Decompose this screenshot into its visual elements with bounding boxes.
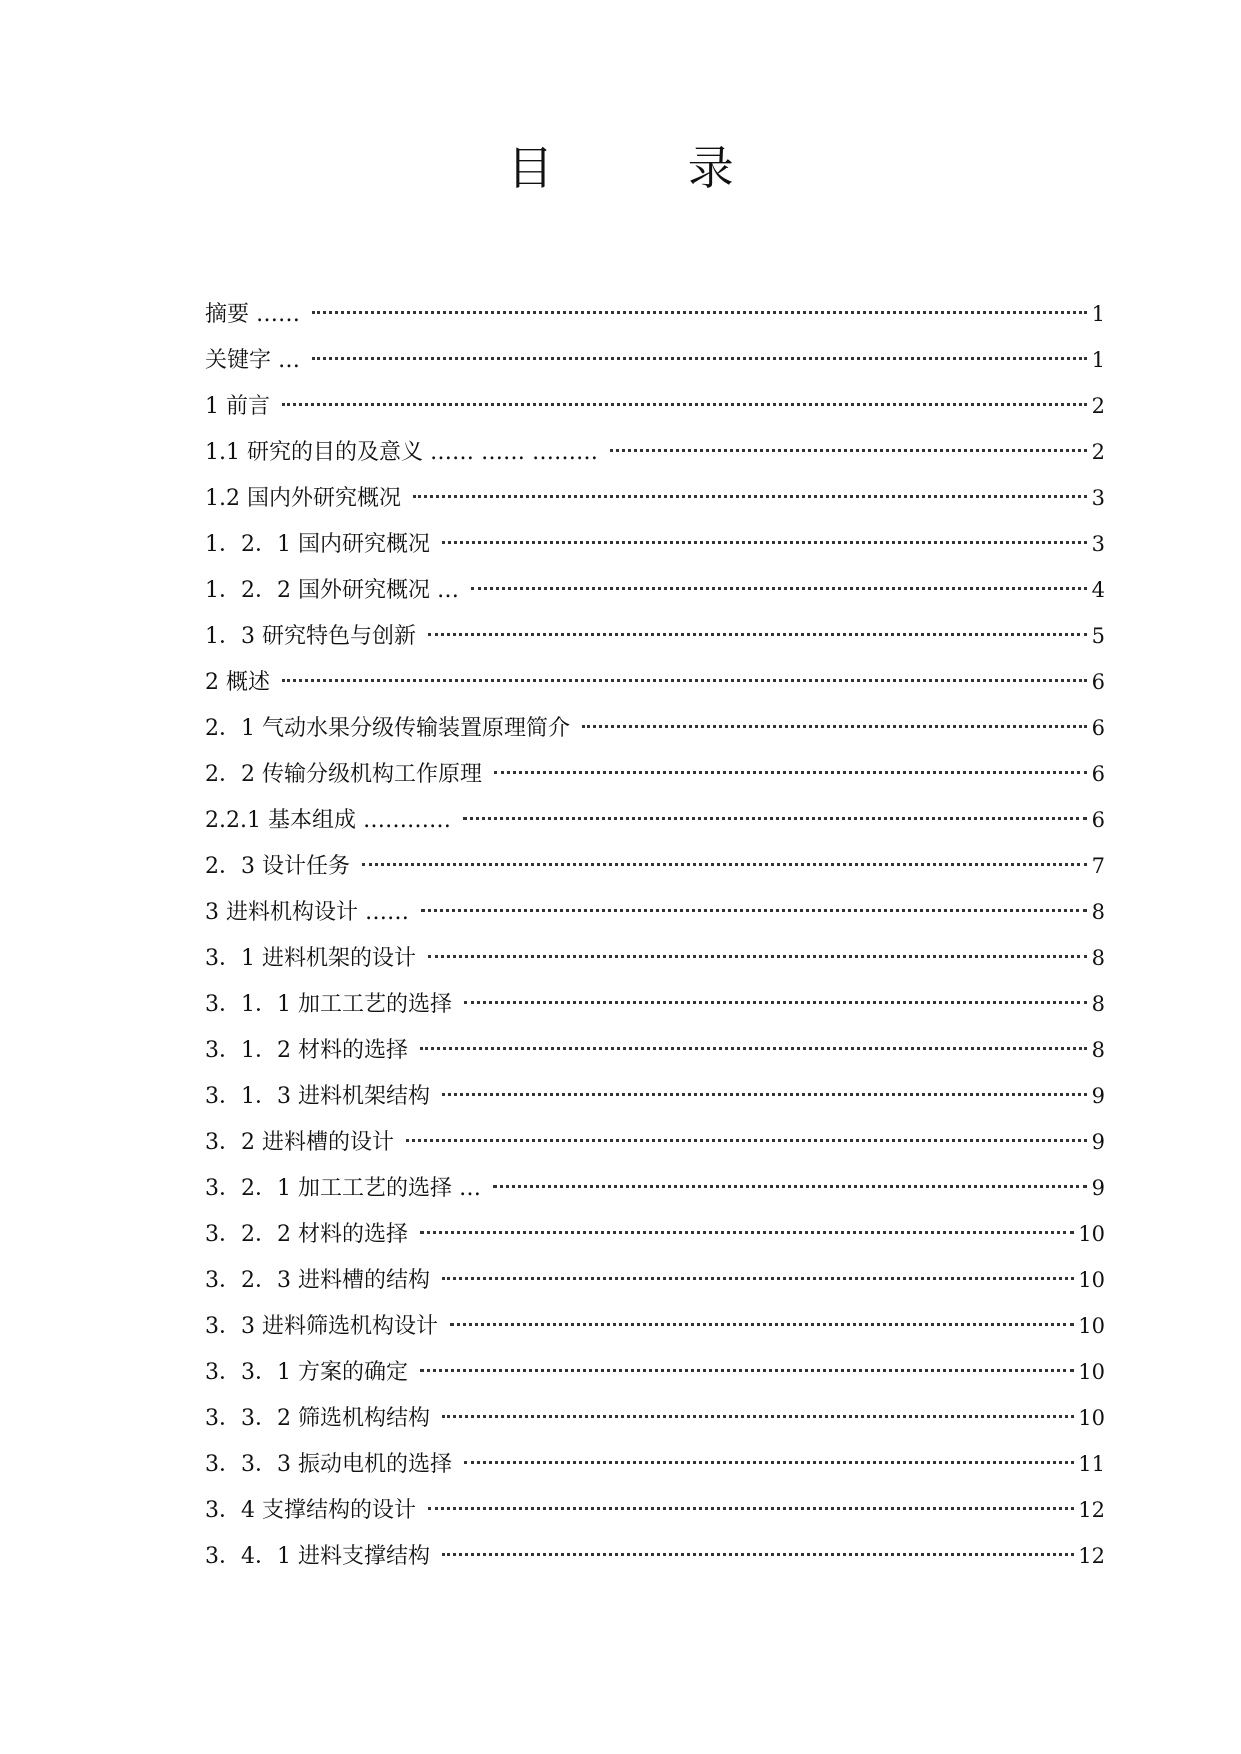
toc-dot-leader [450,1321,1074,1326]
toc-entry-label: 1 前言 [205,394,270,419]
toc-entry [205,1119,1105,1165]
toc-dot-leader [493,1183,1087,1188]
toc-entry-page: 10 [1078,1314,1105,1338]
toc-dot-leader [428,953,1087,958]
toc-entry-page: 6 [1091,670,1105,694]
toc-entry [205,429,1105,475]
toc-entry-page: 1 [1091,348,1105,372]
toc-dot-leader [464,999,1087,1004]
toc-entry-page: 9 [1091,1130,1105,1154]
toc-entry-page: 10 [1078,1268,1105,1292]
toc-dot-leader [406,1137,1087,1142]
toc-entry-label: 1．2．2 国外研究概况 … [205,578,459,603]
toc-entry [205,1349,1105,1395]
toc-dot-leader [442,1091,1087,1096]
toc-entry-page: 10 [1078,1222,1105,1246]
toc-entry-page: 8 [1091,992,1105,1016]
toc-entry [205,705,1105,751]
toc-dot-leader [463,815,1087,820]
toc-dot-leader [428,631,1087,636]
toc-entry-page: 6 [1091,762,1105,786]
toc-entry-label: 3．3 进料筛选机构设计 [205,1314,438,1339]
toc-dot-leader [610,447,1087,452]
toc-entry-label: 1．3 研究特色与创新 [205,624,416,649]
toc-entry-label: 2．2 传输分级机构工作原理 [205,762,482,787]
toc-entry [205,383,1105,429]
toc-entry-page: 10 [1078,1360,1105,1384]
toc-entry-label: 3．4．1 进料支撑结构 [205,1544,430,1569]
toc-dot-leader [421,907,1087,912]
toc-entry-page: 7 [1091,854,1105,878]
toc-entry-page: 8 [1091,946,1105,970]
toc-entry-label: 2.2.1 基本组成 ………… [205,808,451,833]
toc-entry [205,1533,1105,1579]
toc-entry [205,797,1105,843]
toc-entry [205,1441,1105,1487]
toc-entry-label: 1.2 国内外研究概况 [205,486,401,511]
toc-entry-label: 2．1 气动水果分级传输装置原理简介 [205,716,570,741]
toc-entry-label: 3．1．3 进料机架结构 [205,1084,430,1109]
toc-entry [205,889,1105,935]
toc-dot-leader [582,723,1087,728]
toc-dot-leader [282,401,1087,406]
toc-entry [205,1303,1105,1349]
toc-entry-label: 3．1．1 加工工艺的选择 [205,992,452,1017]
toc-entry-label: 3．2．2 材料的选择 [205,1222,408,1247]
toc-entry [205,843,1105,889]
toc-entry-label: 2．3 设计任务 [205,854,350,879]
toc-entry [205,1165,1105,1211]
toc-entry-page: 6 [1091,716,1105,740]
toc-entry-page: 12 [1078,1498,1105,1522]
toc-entry [205,1211,1105,1257]
toc-entry-page: 5 [1091,624,1105,648]
toc-dot-leader [442,539,1087,544]
toc-entry [205,751,1105,797]
toc-entry-label: 3．2 进料槽的设计 [205,1130,394,1155]
toc-entry [205,935,1105,981]
toc-entry [205,1257,1105,1303]
toc-entry-label: 1．2．1 国内研究概况 [205,532,430,557]
toc-entry [205,291,1105,337]
toc-dot-leader [442,1275,1074,1280]
toc-entry-page: 3 [1091,486,1105,510]
toc-entry-label: 3．2．1 加工工艺的选择 … [205,1176,481,1201]
toc-entry-page: 9 [1091,1084,1105,1108]
toc-entry-label: 2 概述 [205,670,270,695]
toc-entry [205,1027,1105,1073]
toc-dot-leader [428,1505,1074,1510]
toc-dot-leader [442,1551,1074,1556]
toc-entry-page: 8 [1091,900,1105,924]
page-title: 目 录 [507,141,794,195]
toc-dot-leader [494,769,1087,774]
toc-entry-label: 3．2．3 进料槽的结构 [205,1268,430,1293]
toc-entry [205,567,1105,613]
toc-entry-label: 3．3．3 振动电机的选择 [205,1452,452,1477]
toc-dot-leader [413,493,1087,498]
toc-entry [205,521,1105,567]
toc-entry-label: 摘要 …… [205,302,300,327]
toc-entry [205,1073,1105,1119]
toc-dot-leader [420,1229,1074,1234]
toc-entry [205,659,1105,705]
toc-dot-leader [282,677,1087,682]
toc-entry-label: 3．3．1 方案的确定 [205,1360,408,1385]
toc-entry [205,613,1105,659]
toc-entry-page: 2 [1091,440,1105,464]
toc-entry-label: 3．4 支撑结构的设计 [205,1498,416,1523]
table-of-contents [205,291,1105,1579]
toc-dot-leader [442,1413,1074,1418]
toc-entry-label: 关键字 … [205,348,300,373]
toc-entry-page: 11 [1078,1452,1105,1476]
toc-entry-page: 8 [1091,1038,1105,1062]
toc-entry [205,981,1105,1027]
toc-entry-page: 1 [1091,302,1105,326]
toc-dot-leader [420,1045,1087,1050]
toc-dot-leader [312,355,1087,360]
toc-entry [205,1487,1105,1533]
toc-dot-leader [471,585,1087,590]
toc-entry-label: 1.1 研究的目的及意义 …… …… ……… [205,440,598,465]
toc-entry-label: 3 进料机构设计 …… [205,900,409,925]
toc-entry-page: 6 [1091,808,1105,832]
toc-entry [205,1395,1105,1441]
toc-entry-page: 10 [1078,1406,1105,1430]
toc-entry-page: 3 [1091,532,1105,556]
toc-entry-page: 9 [1091,1176,1105,1200]
toc-entry-page: 12 [1078,1544,1105,1568]
toc-entry-label: 3．1 进料机架的设计 [205,946,416,971]
toc-dot-leader [312,309,1087,314]
toc-dot-leader [362,861,1087,866]
toc-entry-page: 2 [1091,394,1105,418]
toc-entry-label: 3．1．2 材料的选择 [205,1038,408,1063]
toc-entry-page: 4 [1091,578,1105,602]
toc-entry [205,475,1105,521]
toc-entry [205,337,1105,383]
toc-dot-leader [464,1459,1074,1464]
toc-dot-leader [420,1367,1074,1372]
toc-entry-label: 3．3．2 筛选机构结构 [205,1406,430,1431]
